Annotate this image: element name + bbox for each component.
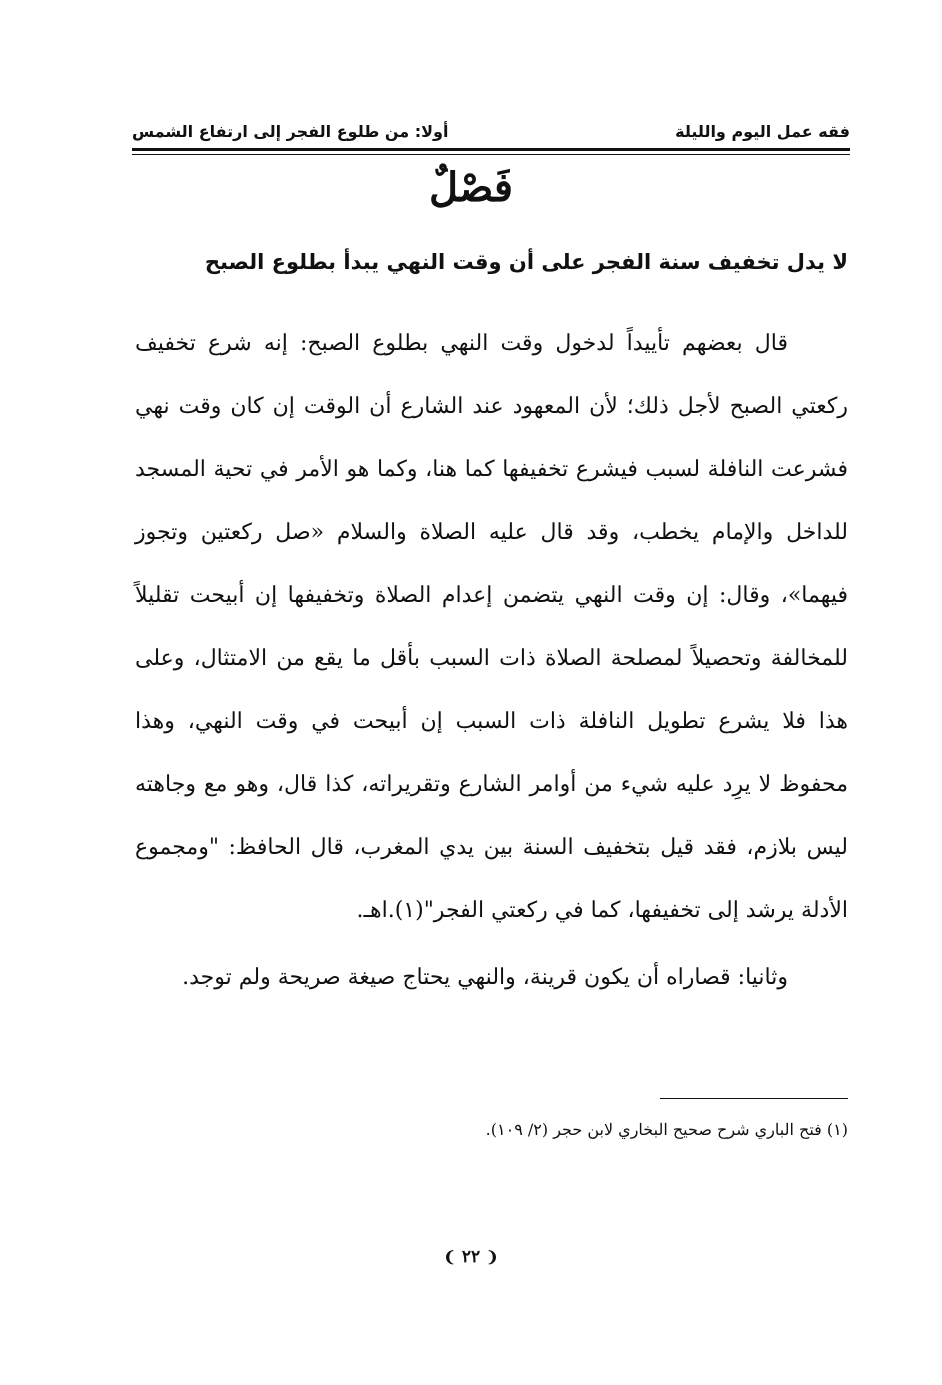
- section-title: فَصْلٌ: [428, 164, 514, 211]
- page-number: ٢٢: [461, 1247, 481, 1267]
- page-number-block: [0, 1247, 942, 1267]
- section-heading: لا يدل تخفيف سنة الفجر على أن وقت النهي يبدأ بطلوع الصبح: [204, 250, 848, 274]
- paragraph-1: [135, 312, 848, 942]
- footnote: (١) فتح الباري شرح صحيح البخاري لابن حجر (٢/ ١٠٩).: [485, 1120, 848, 1139]
- book-title: فقه عمل اليوم والليلة: [675, 121, 850, 141]
- ornament-left-icon: ❨: [486, 1248, 499, 1266]
- paragraph-1-text: قال بعضهم تأييداً لدخول وقت النهي بطلوع الصبح: إنه شرع تخفيف ركعتي الصبح لأجل ذلك؛ لأن المعهود عند الشارع أن الوقت إن كان وقت نهي فشرعت النافلة لسبب فيشرع تخفيفها كما هنا، وكما هو الأمر في تحية المسجد للداخل والإمام يخطب، وقد قال عليه الصلاة والسلام «صل ركعتين وتجوز فيهما»، وقال: إن وقت النهي يتضمن إعدام الصلاة وتخفيفها إن أبيحت تقليلاً للمخالفة وتحصيلاً لمصلحة الصلاة ذات السبب بأقل ما يقع من الامتثال، وعلى هذا فلا يشرع تطويل النافلة ذات السبب إن أبيحت في وقت النهي، وهذا محفوظ لا يرِد عليه شيء من أوامر الشارع وتقريراته، كذا قال، وهو مع وجاهته ليس بلازم، فقد قيل بتخفيف السنة بين يدي المغرب، قال الحافظ: "ومجموع الأدلة يرشد إلى تخفيفها، كما في ركعتي الفجر"(١).اهـ.: [135, 331, 849, 923]
- header-rule-thick: [132, 148, 850, 151]
- running-header: [132, 116, 850, 146]
- paragraph-2: وثانيا: قصاراه أن يكون قرينة، والنهي يحتاج صيغة صريحة ولم توجد.: [182, 965, 788, 990]
- ornament-right-icon: ❩: [443, 1248, 456, 1266]
- chapter-title: أولا: من طلوع الفجر إلى ارتفاع الشمس: [132, 121, 449, 141]
- header-rule-thin: [132, 154, 850, 155]
- footnote-separator: [660, 1098, 848, 1099]
